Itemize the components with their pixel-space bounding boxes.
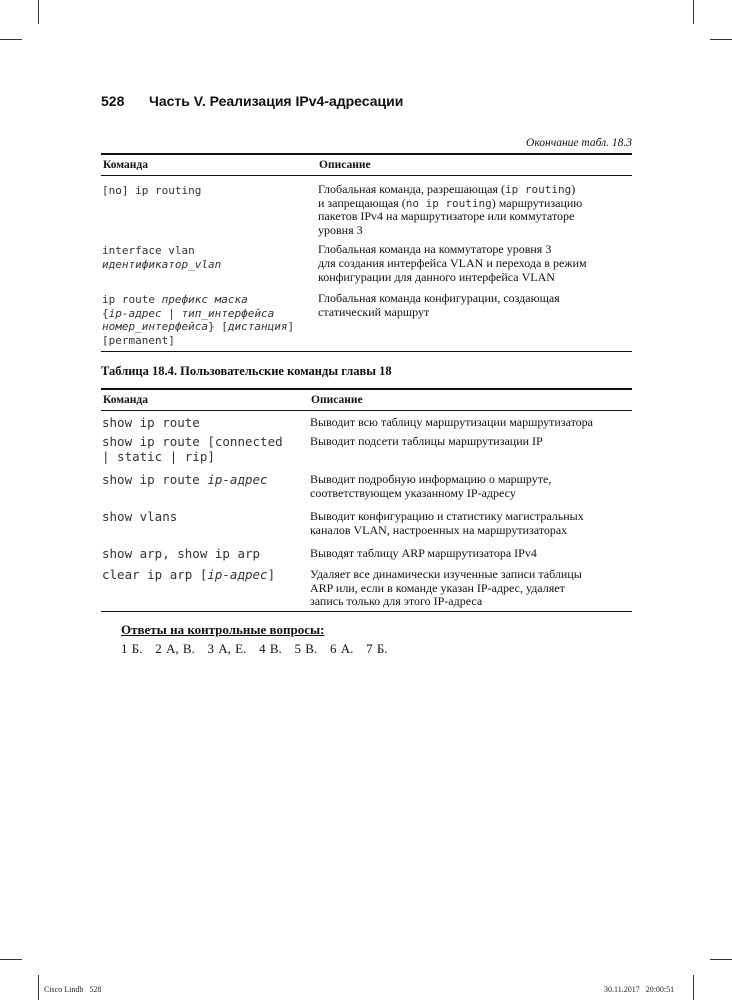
command-text: show ip route ip-адрес bbox=[102, 472, 268, 487]
description-line: статический маршрут bbox=[318, 304, 430, 319]
column-header-command: Команда bbox=[101, 392, 309, 411]
table-row bbox=[101, 238, 632, 289]
command-text: show arp, show ip arp bbox=[102, 546, 261, 561]
command-text: show vlans bbox=[102, 509, 178, 524]
crop-mark bbox=[0, 39, 22, 40]
command-text: clear ip arp [ip-адрес] bbox=[102, 567, 276, 582]
description-line: Выводят таблицу ARP маршрутизатора IPv4 bbox=[310, 546, 537, 560]
command-text: ip route префикс маска bbox=[102, 293, 248, 307]
command-text: [permanent] bbox=[102, 333, 175, 347]
column-header-description: Описание bbox=[309, 392, 632, 411]
table-row bbox=[101, 546, 632, 567]
description-line: Глобальная команда конфигурации, создающая bbox=[318, 291, 560, 306]
table-top-rule bbox=[101, 388, 632, 390]
crop-mark bbox=[693, 0, 694, 24]
description-line: запись только для этого IP-адреса bbox=[310, 594, 483, 609]
command-text: {ip-адрес | тип_интерфейса bbox=[102, 306, 275, 320]
footer-slug-right: 30.11.2017 20:00:51 bbox=[604, 985, 675, 994]
command-text: номер_интерфейса} [дистанция] bbox=[102, 320, 295, 334]
description-line: Выводит конфигурацию и статистику магистральных bbox=[310, 509, 584, 523]
answers-list: 1 Б. 2 А, В. 3 А, Е. 4 В. 5 В. 6 А. 7 Б. bbox=[121, 641, 388, 656]
column-header-command: Команда bbox=[101, 157, 317, 176]
table-bottom-rule bbox=[101, 611, 632, 612]
description-line: пакетов IPv4 на маршрутизаторе или коммутаторе bbox=[318, 209, 575, 224]
description-line: Выводит подробную информацию о маршруте, bbox=[310, 472, 552, 486]
commands-table-continued bbox=[101, 157, 632, 350]
command-text: | static | rip] bbox=[102, 449, 215, 464]
description-line: Глобальная команда, разрешающая (ip routing) bbox=[318, 182, 576, 196]
footer-slug-left: Cisco Lindb 528 bbox=[44, 985, 102, 994]
description-line: конфигурации для данного интерфейса VLAN bbox=[318, 269, 555, 284]
crop-mark bbox=[38, 975, 39, 1000]
table-row bbox=[101, 567, 632, 612]
crop-mark bbox=[710, 959, 732, 960]
table-row bbox=[101, 434, 632, 472]
crop-mark bbox=[38, 0, 39, 24]
command-text: show ip route [connected bbox=[102, 434, 283, 449]
description-line: и запрещающая (no ip routing) маршрутизацию bbox=[318, 195, 583, 210]
command-text: [no] ip routing bbox=[102, 184, 202, 197]
table-top-rule bbox=[101, 153, 632, 155]
command-argument: идентификатор_vlan bbox=[102, 257, 222, 271]
table-row bbox=[101, 289, 632, 350]
description-line: соответствующем указанному IP-адресу bbox=[310, 485, 516, 500]
command-text: interface vlan bbox=[102, 244, 195, 258]
user-commands-table bbox=[101, 392, 632, 612]
crop-mark bbox=[710, 39, 732, 40]
page-number: 528 bbox=[101, 93, 125, 109]
table-row bbox=[101, 176, 632, 239]
description-line: Выводит подсети таблицы маршрутизации IP bbox=[310, 434, 543, 448]
description-line: ARP или, если в команде указан IP-адрес, удаляет bbox=[310, 580, 565, 595]
column-header-description: Описание bbox=[317, 157, 632, 176]
table-continuation-note: Окончание табл. 18.3 bbox=[526, 137, 632, 149]
description-line: каналов VLAN, настроенных на маршрутизаторах bbox=[310, 522, 568, 537]
crop-mark bbox=[693, 975, 694, 1000]
description-line: Глобальная команда на коммутаторе уровня 3 bbox=[318, 242, 552, 257]
running-header-title: Часть V. Реализация IPv4-адресации bbox=[149, 93, 404, 109]
description-line: Выводит всю таблицу маршрутизации маршрутизатора bbox=[310, 415, 593, 429]
command-text: show ip route bbox=[102, 415, 200, 430]
description-line: для создания интерфейса VLAN и перехода в режим bbox=[318, 255, 587, 270]
table-bottom-rule bbox=[101, 351, 632, 352]
table-row bbox=[101, 509, 632, 546]
description-line: уровня 3 bbox=[318, 222, 363, 237]
answers-heading: Ответы на контрольные вопросы: bbox=[121, 622, 325, 637]
crop-mark bbox=[0, 959, 22, 960]
table-caption: Таблица 18.4. Пользовательские команды главы 18 bbox=[101, 364, 392, 378]
table-row bbox=[101, 472, 632, 509]
description-line: Удаляет все динамически изученные записи таблицы bbox=[310, 567, 582, 581]
table-row bbox=[101, 411, 632, 435]
